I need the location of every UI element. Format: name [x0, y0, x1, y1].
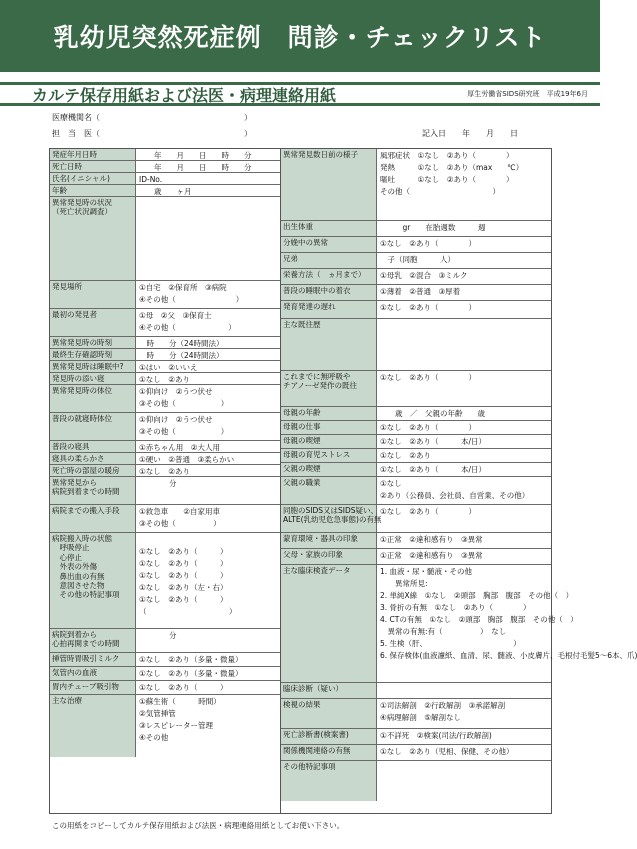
- value-line: ④その他（ ）: [139, 323, 236, 332]
- field-label: 病院到着から 心拍再開までの時間: [50, 629, 136, 652]
- value-line: 5. 生検（肝、 ）: [380, 639, 521, 648]
- field-value[interactable]: [136, 281, 280, 308]
- value-line: ①なし ②あり（ 本/日）: [380, 465, 486, 474]
- value-line: ④その他（ ）: [139, 295, 244, 304]
- field-value[interactable]: [377, 319, 551, 370]
- field-label: 父母・家族の印象: [281, 549, 377, 564]
- field-value[interactable]: [377, 371, 551, 406]
- form-header: [52, 112, 552, 142]
- value-line: ①なし ②あり: [380, 451, 431, 460]
- field-value[interactable]: [377, 149, 551, 220]
- left-row: [50, 629, 280, 653]
- value-line: 風邪症状 ①なし ②あり（ ）: [380, 151, 514, 160]
- field-value[interactable]: [377, 285, 551, 300]
- left-row: [50, 413, 280, 441]
- field-label: これまでに無呼吸や チアノーゼ発作の既往: [281, 371, 377, 406]
- field-label: 異常発見時の時刻: [50, 337, 136, 348]
- value-line: 異常の有無:有（ ） なし: [380, 627, 507, 636]
- field-label: 発見時の添い寝: [50, 373, 136, 384]
- value-line: 2. 単純X線 ①なし ②頭部 胸部 腹部 その他（ ）: [380, 591, 574, 600]
- value-line: ①なし ②あり（ ）: [139, 559, 228, 568]
- field-label: 異常発見時は睡眠中?: [50, 361, 136, 372]
- value-line: 年 月 日 時 分: [139, 163, 252, 172]
- right-column: [281, 148, 637, 814]
- right-row: [281, 285, 551, 301]
- left-row: [50, 505, 280, 533]
- field-value[interactable]: [136, 413, 280, 440]
- left-row: [50, 173, 280, 185]
- field-value[interactable]: [377, 505, 551, 532]
- left-row: [50, 361, 280, 373]
- value-line: ①なし: [380, 479, 402, 488]
- field-value[interactable]: [136, 337, 280, 348]
- footer-note: この用紙をコピーしてカルテ保存用紙および法医・病理連絡用紙としてお使い下さい。: [52, 821, 345, 830]
- doctor-field[interactable]: 担 当 医（ ）: [52, 129, 252, 138]
- right-row: [281, 407, 551, 421]
- right-row: [281, 149, 551, 221]
- field-value[interactable]: [136, 173, 280, 184]
- field-label: 異常発見から 病院到着までの時間: [50, 477, 136, 504]
- field-value[interactable]: [377, 565, 637, 682]
- value-line: ①不詳死 ②検案(司法/行政解剖): [380, 731, 492, 740]
- field-value[interactable]: [136, 681, 280, 694]
- field-value[interactable]: [377, 301, 551, 318]
- field-label: 兄弟: [281, 253, 377, 268]
- field-value[interactable]: [377, 253, 551, 268]
- value-line: gr 在胎週数 週: [380, 223, 486, 232]
- value-line: 発熱 ①なし ②あり（max ℃）: [380, 163, 524, 172]
- left-row: [50, 477, 280, 505]
- left-row: [50, 465, 280, 477]
- right-row: [281, 421, 551, 435]
- value-line: 歳 ／ 父親の年齢 歳: [380, 409, 485, 418]
- field-value[interactable]: [136, 197, 280, 280]
- field-label: 死亡時の部屋の暖房: [50, 465, 136, 476]
- value-line: ①はい ②いいえ: [139, 363, 198, 372]
- field-value[interactable]: [136, 653, 280, 666]
- value-line: その他（ ）: [380, 187, 500, 196]
- value-line: ①なし ②あり: [139, 375, 190, 384]
- field-value[interactable]: [136, 477, 280, 504]
- field-value[interactable]: [377, 463, 551, 476]
- field-value[interactable]: [377, 745, 551, 760]
- field-value[interactable]: [136, 629, 280, 652]
- value-line: ①母乳 ②混合 ③ミルク: [380, 271, 468, 280]
- right-row: [281, 761, 551, 801]
- right-row: [281, 463, 551, 477]
- left-row: [50, 385, 280, 413]
- value-line: ①正常 ②違和感有り ③異常: [380, 551, 483, 560]
- value-line: ①なし ②あり（多量・微量）: [139, 655, 243, 664]
- value-line: ①正常 ②違和感有り ③異常: [380, 535, 483, 544]
- field-label: 栄養方法（ ヵ月まで）: [281, 269, 377, 284]
- field-label: 最終生存確認時刻: [50, 349, 136, 360]
- field-value[interactable]: [377, 221, 551, 236]
- field-label: 異常発見時の体位: [50, 385, 136, 412]
- right-row: [281, 565, 637, 683]
- field-label: 寝具の柔らかさ: [50, 453, 136, 464]
- field-value[interactable]: [377, 237, 551, 252]
- field-value[interactable]: [136, 533, 280, 628]
- field-label: 父親の喫煙: [281, 463, 377, 476]
- value-line: ①なし ②あり（左・右）: [139, 583, 228, 592]
- value-line: ①仰向け ②うつ伏せ: [139, 387, 213, 396]
- field-label: 母親の育児ストレス: [281, 449, 377, 462]
- value-line: 子（同胞 人）: [380, 255, 455, 264]
- right-row: [281, 319, 551, 371]
- field-label: 普段の就寝時体位: [50, 413, 136, 440]
- right-row: [281, 549, 551, 565]
- field-label: 普段の寝具: [50, 441, 136, 452]
- right-row: [281, 301, 551, 319]
- field-value[interactable]: [377, 533, 551, 548]
- value-line: ①なし ②あり: [139, 467, 190, 476]
- value-line: ①蘇生術（ 時間）: [139, 697, 221, 706]
- value-line: ①赤ちゃん用 ②大人用: [139, 443, 220, 452]
- value-line: ①なし ②あり（ ）: [380, 239, 476, 248]
- value-line: 分: [139, 631, 177, 640]
- value-line: [139, 534, 277, 546]
- value-line: 異常所見:: [380, 579, 428, 588]
- value-line: ③レスピレーター管理: [139, 721, 213, 730]
- field-label: 出生体重: [281, 221, 377, 236]
- right-row: [281, 505, 551, 533]
- value-line: ④病理解剖 ⑤解剖なし: [380, 713, 461, 722]
- field-value[interactable]: [377, 699, 551, 728]
- left-column: [49, 148, 281, 814]
- value-line: 嘔吐 ①なし ②あり（ ）: [380, 175, 514, 184]
- field-label: 最初の発見者: [50, 309, 136, 336]
- value-line: 3. 骨折の有無 ①なし ②あり（ ）: [380, 603, 531, 612]
- organization-credit: 厚生労働省SIDS研究班 平成19年6月: [467, 90, 588, 98]
- left-row: [50, 349, 280, 361]
- right-row: [281, 729, 551, 745]
- field-value[interactable]: [377, 407, 551, 420]
- value-line: ①なし ②あり（ ）: [380, 303, 476, 312]
- left-row: [50, 149, 280, 161]
- right-row: [281, 253, 551, 269]
- value-line: ①司法解剖 ②行政解剖 ③承諾解剖: [380, 701, 506, 710]
- right-row: [281, 221, 551, 237]
- right-row: [281, 683, 551, 699]
- value-line: 1. 血液・尿・髄液・その他: [380, 567, 473, 576]
- field-value[interactable]: [136, 149, 280, 160]
- field-value[interactable]: [377, 729, 551, 744]
- right-row: [281, 371, 551, 407]
- value-line: ③その他（ ）: [139, 519, 221, 528]
- left-row: [50, 533, 280, 629]
- value-line: ①なし ②あり（ ）: [380, 423, 476, 432]
- field-label: 父親の職業: [281, 477, 377, 504]
- field-label: 同胞のSIDS又はSIDS疑い、 ALTE(乳幼児危急事態)の有無: [281, 505, 377, 532]
- field-label: 蒙育環境・器具の印象: [281, 533, 377, 548]
- field-value[interactable]: [136, 441, 280, 452]
- field-value[interactable]: [377, 761, 551, 801]
- field-label: 気管内の血液: [50, 667, 136, 680]
- left-row: [50, 309, 280, 337]
- value-line: ④その他: [139, 733, 169, 742]
- field-value[interactable]: [377, 683, 551, 698]
- field-value[interactable]: [136, 161, 280, 172]
- field-label: 発見場所: [50, 281, 136, 308]
- field-value[interactable]: [377, 269, 551, 284]
- value-line: 歳 ヶ月: [139, 187, 192, 196]
- left-row: [50, 197, 280, 281]
- field-label: 氏名(イニシャル): [50, 173, 136, 184]
- field-label: 普段の睡眠中の着衣: [281, 285, 377, 300]
- right-row: [281, 449, 551, 463]
- value-line: ①なし ②あり（ ）: [139, 595, 228, 604]
- field-value[interactable]: [377, 421, 551, 434]
- value-line: ①なし ②あり（ ）: [139, 547, 228, 556]
- field-value[interactable]: [377, 435, 551, 448]
- right-row: [281, 533, 551, 549]
- value-line: （ ）: [139, 607, 237, 616]
- value-line: ①なし ②あり（ 本/日）: [380, 437, 486, 446]
- value-line: ①薄着 ②普通 ③厚着: [380, 287, 461, 296]
- field-value[interactable]: [136, 361, 280, 372]
- left-row: [50, 667, 280, 681]
- field-label: 主な臨床検査データ: [281, 565, 377, 682]
- value-line: 時 分（24時間法）: [139, 339, 224, 348]
- left-row: [50, 695, 280, 757]
- field-label: 胃内チューブ吸引物: [50, 681, 136, 694]
- right-row: [281, 477, 551, 505]
- right-row: [281, 237, 551, 253]
- value-line: ③その他（ ）: [139, 399, 229, 408]
- field-label: 異常発見数日前の様子: [281, 149, 377, 220]
- field-value[interactable]: [136, 505, 280, 532]
- value-line: ①なし ②あり（多量・微量）: [139, 669, 243, 678]
- right-row: [281, 745, 551, 761]
- value-line: ①なし ②あり（ ）: [380, 373, 476, 382]
- left-row: [50, 373, 280, 385]
- right-row: [281, 435, 551, 449]
- field-value[interactable]: [136, 309, 280, 336]
- page-title: 乳幼児突然死症例 問診・チェックリスト: [0, 0, 600, 72]
- date-field[interactable]: 記入日 年 月 日: [422, 129, 518, 138]
- form-subtitle: カルテ保存用紙および法医・病理連絡用紙: [32, 85, 337, 105]
- field-label: 発症年月日時: [50, 149, 136, 160]
- value-line: ①自宅 ②保育所 ③病院: [139, 283, 227, 292]
- left-row: [50, 441, 280, 453]
- field-value[interactable]: [136, 465, 280, 476]
- value-line: 時 分（24時間法）: [139, 351, 224, 360]
- field-value[interactable]: [377, 549, 551, 564]
- value-line: ①母 ②父 ③保育士: [139, 311, 212, 320]
- field-value[interactable]: [136, 373, 280, 384]
- field-label: 母親の喫煙: [281, 435, 377, 448]
- right-row: [281, 269, 551, 285]
- field-label: 主な治療: [50, 695, 136, 757]
- value-line: ID-No.: [139, 175, 163, 184]
- value-line: 4. CTの有無 ①なし ②頭部 胸部 腹部 その他（ ）: [380, 615, 578, 624]
- field-label: 死亡診断書(検案書): [281, 729, 377, 744]
- left-row: [50, 681, 280, 695]
- field-label: 異常発見時の状況 （死亡状況調査）: [50, 197, 136, 280]
- left-row: [50, 653, 280, 667]
- field-label: 検視の結果: [281, 699, 377, 728]
- field-label: 挿管時胃吸引ミルク: [50, 653, 136, 666]
- field-label: 臨床診断（疑い）: [281, 683, 377, 698]
- field-label: 発育発達の遅れ: [281, 301, 377, 318]
- field-label: 年齢: [50, 185, 136, 196]
- value-line: 年 月 日 時 分: [139, 151, 252, 160]
- field-label: その他特記事項: [281, 761, 377, 801]
- value-line: ①なし ②あり（ ）: [139, 571, 228, 580]
- field-label: 主な既往歴: [281, 319, 377, 370]
- right-row: [281, 699, 551, 729]
- field-value[interactable]: [136, 667, 280, 680]
- field-value[interactable]: [136, 349, 280, 360]
- value-line: ②気管挿管: [139, 709, 176, 718]
- field-value[interactable]: [136, 695, 280, 757]
- field-value[interactable]: [377, 477, 551, 504]
- field-label: 関係機関連絡の有無: [281, 745, 377, 760]
- field-value[interactable]: [136, 185, 280, 196]
- field-label: 病院搬入時の状態 呼吸停止 心停止 外表の外傷 鼻出血の有無 意図させた物 その他の特記事項: [50, 533, 136, 628]
- value-line: ①救急車 ②自家用車: [139, 507, 220, 516]
- left-row: [50, 185, 280, 197]
- field-label: 分娩中の異常: [281, 237, 377, 252]
- field-label: 病院までの搬入手段: [50, 505, 136, 532]
- subtitle-bar: [0, 82, 600, 106]
- value-line: ①硬い ②普通 ③柔らかい: [139, 455, 235, 464]
- hospital-field[interactable]: 医療機関名（ ）: [52, 113, 252, 122]
- left-row: [50, 337, 280, 349]
- value-line: ①なし ②あり（ ）: [139, 683, 228, 692]
- value-line: ②あり（公務員、会社員、自営業、その他）: [380, 491, 530, 500]
- value-line: 分: [139, 479, 177, 488]
- field-value[interactable]: [136, 453, 280, 464]
- value-line: ①仰向け ②うつ伏せ: [139, 415, 213, 424]
- field-value[interactable]: [136, 385, 280, 412]
- field-value[interactable]: [377, 449, 551, 462]
- left-row: [50, 453, 280, 465]
- value-line: ①なし ②あり（ ）: [380, 507, 476, 516]
- field-label: 死亡日時: [50, 161, 136, 172]
- value-line: ①なし ②あり（児相、保健、その他）: [380, 747, 514, 756]
- field-label: 母親の仕事: [281, 421, 377, 434]
- left-row: [50, 281, 280, 309]
- left-row: [50, 161, 280, 173]
- value-line: 6. 保存検体(血液濾紙、血清、尿、髄液、小皮膚片、毛根付毛髪5～6本、爪): [380, 651, 637, 660]
- value-line: ③その他（ ）: [139, 427, 229, 436]
- field-label: 母親の年齢: [281, 407, 377, 420]
